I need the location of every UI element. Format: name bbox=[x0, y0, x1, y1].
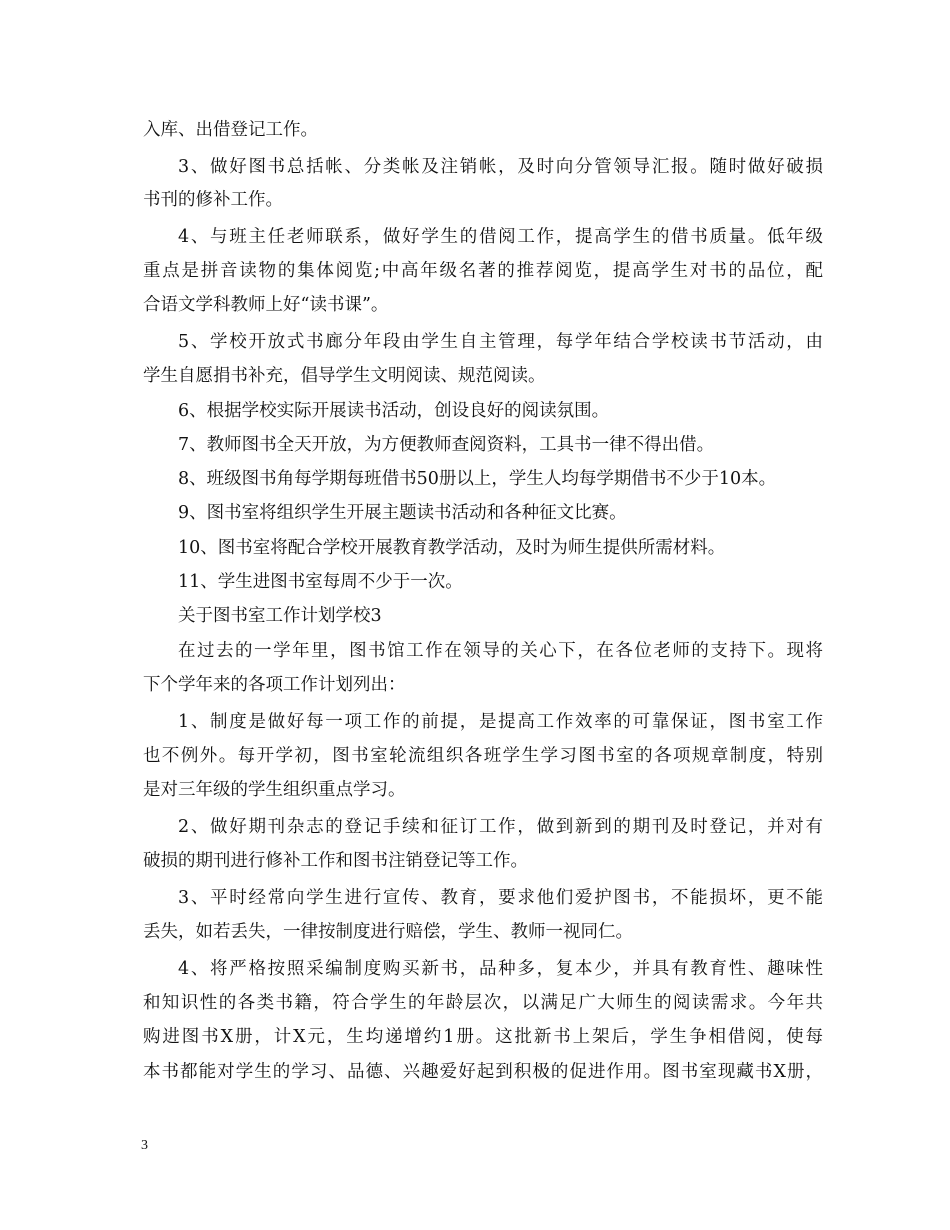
text-line: 6、根据学校实际开展读书活动，创设良好的阅读氛围。 bbox=[178, 401, 610, 421]
text-line: 10、图书室将配合学校开展教育教学活动，及时为师生提供所需材料。 bbox=[178, 538, 726, 558]
text-line: 1、制度是做好每一项工作的前提，是提高工作效率的可靠保证，图书室工作 bbox=[178, 712, 823, 732]
text-line: 9、图书室将组织学生开展主题读书活动和各种征文比赛。 bbox=[178, 503, 627, 523]
text-line: 破损的期刊进行修补工作和图书注销登记等工作。 bbox=[143, 851, 528, 871]
text-line: 入库、出借登记工作。 bbox=[143, 120, 318, 140]
text-line: 3、平时经常向学生进行宣传、教育，要求他们爱护图书，不能损坏，更不能 bbox=[178, 888, 823, 908]
text-line: 重点是拼音读物的集体阅览;中高年级名著的推荐阅览，提高学生对书的品位，配 bbox=[143, 261, 823, 281]
page-number: 3 bbox=[141, 1138, 148, 1153]
text-line: 合语文学科教师上好“读书课”。 bbox=[143, 295, 389, 315]
text-line: 丢失，如若丢失，一律按制度进行赔偿，学生、教师一视同仁。 bbox=[143, 922, 633, 942]
text-line: 书刊的修补工作。 bbox=[143, 190, 283, 210]
text-line: 2、做好期刊杂志的登记手续和征订工作，做到新到的期刊及时登记，并对有 bbox=[178, 817, 823, 837]
text-line: 购进图书X册，计X元，生均递增约1册。这批新书上架后，学生争相借阅，使每 bbox=[143, 1027, 823, 1047]
text-line: 也不例外。每开学初，图书室轮流组织各班学生学习图书室的各项规章制度，特别 bbox=[143, 746, 823, 766]
text-line: 4、将严格按照采编制度购买新书，品种多，复本少，并具有教育性、趣味性 bbox=[178, 959, 823, 979]
text-line: 和知识性的各类书籍，符合学生的年龄层次，以满足广大师生的阅读需求。今年共 bbox=[143, 993, 823, 1013]
text-line: 在过去的一学年里，图书馆工作在领导的关心下，在各位老师的支持下。现将 bbox=[178, 641, 823, 661]
text-line: 8、班级图书角每学期每班借书50册以上，学生人均每学期借书不少于10本。 bbox=[178, 469, 777, 489]
text-line: 4、与班主任老师联系，做好学生的借阅工作，提高学生的借书质量。低年级 bbox=[178, 227, 823, 247]
text-line: 11、学生进图书室每周不少于一次。 bbox=[178, 572, 463, 592]
text-line: 5、学校开放式书廊分年段由学生自主管理，每学年结合学校读书节活动，由 bbox=[178, 332, 823, 352]
text-line: 7、教师图书全天开放，为方便教师查阅资料，工具书一律不得出借。 bbox=[178, 435, 715, 455]
text-line: 3、做好图书总括帐、分类帐及注销帐，及时向分管领导汇报。随时做好破损 bbox=[178, 157, 823, 177]
section-heading: 关于图书室工作计划学校3 bbox=[178, 606, 382, 626]
text-line: 下个学年来的各项工作计划列出： bbox=[143, 675, 406, 695]
text-line: 本书都能对学生的学习、品德、兴趣爱好起到积极的促进作用。图书室现藏书X册， bbox=[143, 1062, 823, 1082]
text-line: 学生自愿捐书补充，倡导学生文明阅读、规范阅读。 bbox=[143, 366, 546, 386]
text-line: 是对三年级的学生组织重点学习。 bbox=[143, 780, 406, 800]
